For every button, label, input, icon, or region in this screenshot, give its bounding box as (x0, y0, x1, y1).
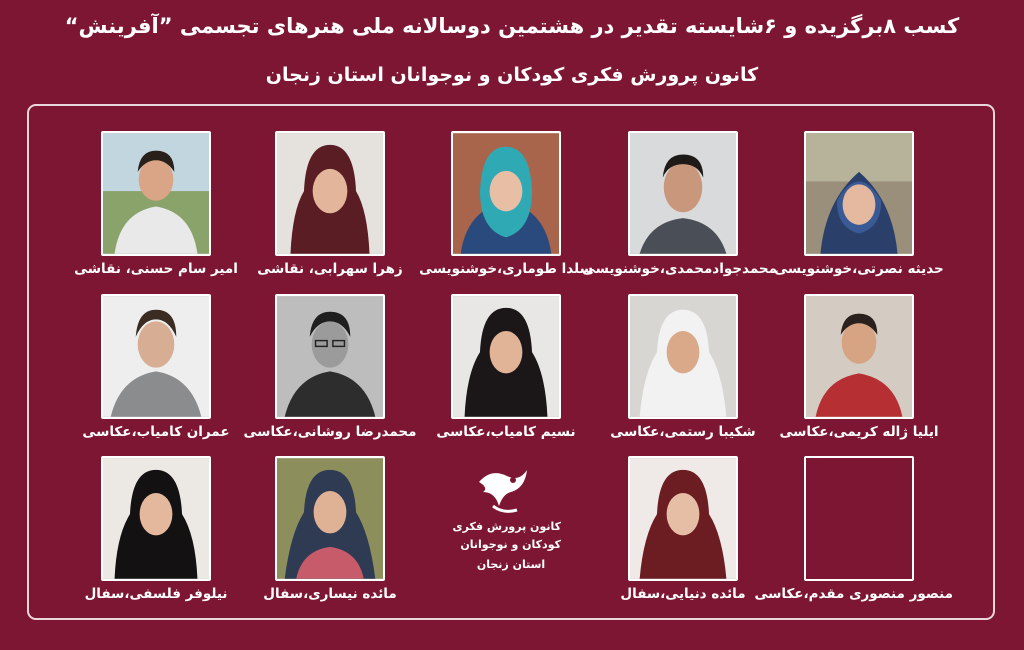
winner-caption: عمران کامیاب،عکاسی (82, 424, 230, 440)
portrait-photo (451, 131, 561, 256)
winner-caption: شکیبا رستمی،عکاسی (610, 424, 756, 440)
kanoon-logo (452, 462, 561, 580)
winner-caption: حدیثه نصرتی،خوشنویسی (774, 261, 944, 277)
winner-caption: محمدجوادمحمدی،خوشنویسی (581, 261, 777, 277)
winner-caption: نسیم کامیاب،عکاسی (436, 424, 576, 440)
logo-line-1: کانون پرورش فکری (452, 520, 561, 533)
winner-card (68, 294, 244, 452)
page-title: کسب ۸برگزیده و ۶شایسته تقدیر در هشتمین دوسالانه ملی هنرهای تجسمی ”آفرینش“ (64, 14, 960, 38)
portrait-photo (804, 294, 914, 419)
portrait-photo (628, 456, 738, 581)
portrait-photo (628, 294, 738, 419)
winner-card (418, 294, 594, 452)
winner-caption: محمدرضا روشانی،عکاسی (243, 424, 417, 440)
portrait-photo (101, 456, 211, 581)
winner-card (418, 131, 594, 289)
portrait-photo (101, 294, 211, 419)
portrait-photo (275, 456, 385, 581)
winner-card (581, 131, 777, 289)
logo-line-2: کودکان و نوجوانان (460, 538, 561, 551)
page-subtitle: کانون پرورش فکری کودکان و نوجوانان استان زنجان (265, 64, 759, 86)
winner-caption: امیر سام حسنی، نقاشی (74, 261, 238, 277)
logo-line-3: استان زنجان (476, 558, 546, 571)
winner-card (771, 131, 947, 289)
portrait-photo (275, 131, 385, 256)
portrait-photo (804, 131, 914, 256)
winner-caption: مائده نیساری،سفال (263, 586, 397, 602)
winner-card (595, 456, 771, 614)
winner-caption: نیلوفر فلسفی،سفال (84, 586, 228, 602)
portrait-photo (451, 294, 561, 419)
portrait-photo (101, 131, 211, 256)
winner-caption: زهرا سهرابی، نقاشی (257, 261, 403, 277)
winner-card (68, 131, 244, 289)
winner-caption: سلدا طوماری،خوشنویسی (419, 261, 593, 277)
portrait-photo (628, 131, 738, 256)
winner-card (68, 456, 244, 614)
winner-caption: ایلیا ژاله کریمی،عکاسی (779, 424, 939, 440)
bird-logo-icon (473, 462, 533, 522)
portrait-photo (275, 294, 385, 419)
winner-caption: مائده دنیایی،سفال (620, 586, 746, 602)
winner-card (595, 294, 771, 452)
winner-card (771, 294, 947, 452)
winner-card (242, 456, 418, 614)
winner-card (242, 131, 418, 289)
winner-card (242, 294, 418, 452)
portrait-photo-empty (804, 456, 914, 581)
winner-caption: منصور منصوری مقدم،عکاسی (754, 586, 953, 602)
winner-card (754, 456, 953, 614)
